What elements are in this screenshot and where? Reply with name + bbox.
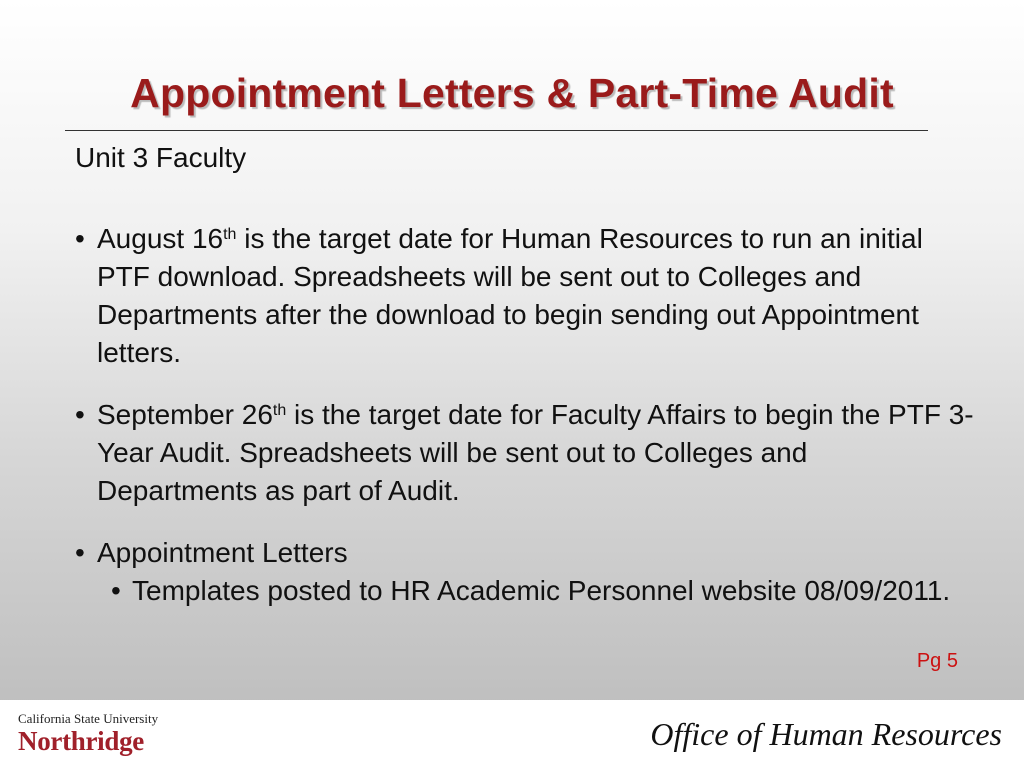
bullet-list [75,220,975,634]
bullet-text-start: September 26 [97,399,273,430]
bullet-text-rest: is the target date for Faculty Affairs to begin the PTF 3-Year Audit. Spreadsheets will be sent out to Colleges and Departments as part of Audit. [97,399,974,506]
bullet-marker: • [75,399,85,430]
footer-bar [0,700,1024,768]
slide-title: Appointment Letters & Part-Time Audit [130,70,894,116]
university-logo [18,712,158,756]
sub-bullet-marker: • [111,575,121,606]
bullet-text: Appointment Letters [97,537,348,568]
office-name: Office of Human Resources [650,716,1002,752]
bullet-item [75,220,975,372]
bullet-marker: • [75,537,85,568]
bullet-text-rest: is the target date for Human Resources to run an initial PTF download. Spreadsheets will be sent out to Colleges and Departments after the download to begin sending out Appointment letters. [97,223,923,368]
bullet-text-start: August 16 [97,223,224,254]
sub-bullet-item [75,572,975,610]
slide-subtitle: Unit 3 Faculty [75,142,247,173]
bullet-marker: • [75,223,85,254]
ordinal-suffix: th [272,402,287,419]
ordinal-suffix: th [223,226,237,243]
logo-university-line: California State University [18,711,159,726]
page-number: Pg 5 [916,650,958,672]
title-divider [65,130,928,131]
logo-campus-name: Northridge [18,726,144,756]
bullet-item [75,396,975,510]
bullet-item [75,534,975,610]
sub-bullet-text: Templates posted to HR Academic Personnel website 08/09/2011. [132,575,951,606]
